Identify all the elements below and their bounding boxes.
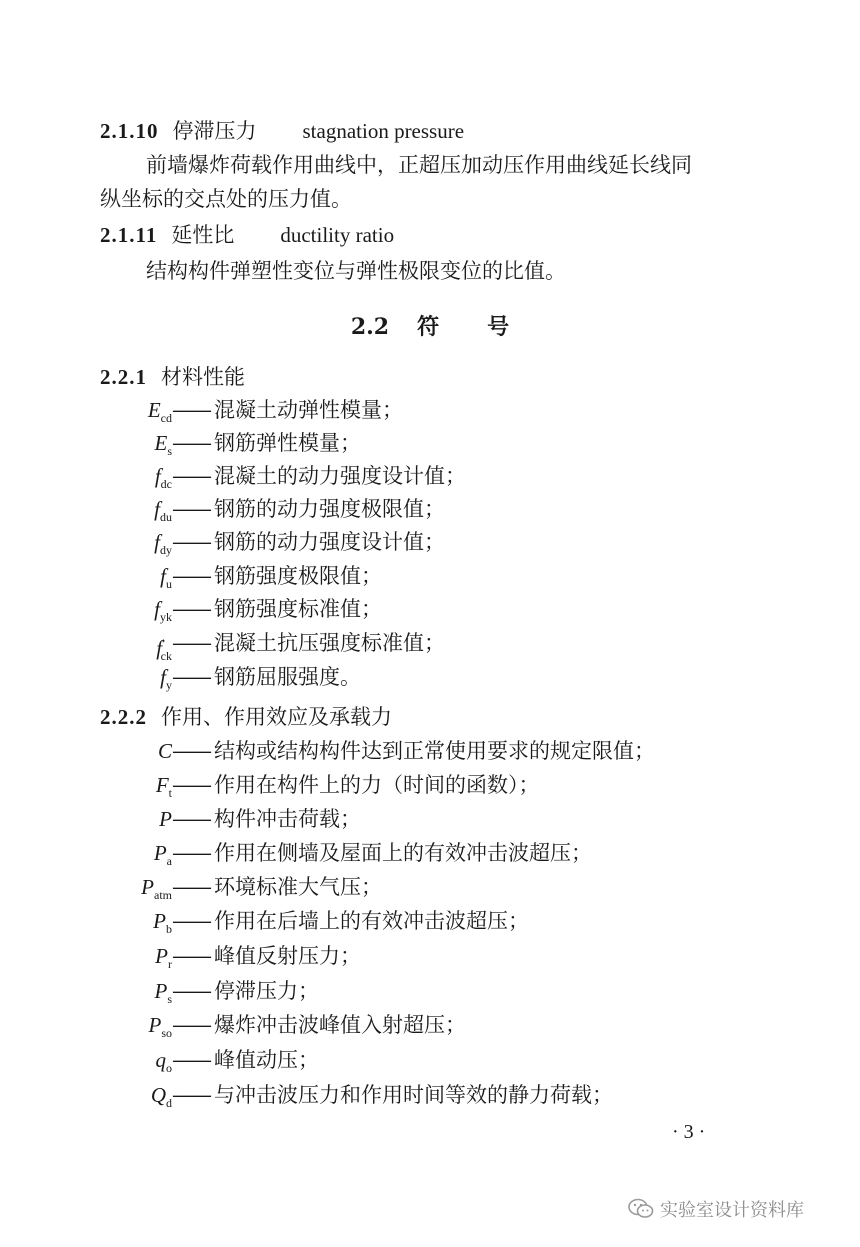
- symbol-definition: —— 峰值反射压力；: [172, 944, 361, 968]
- section-title-char: 符: [417, 314, 440, 340]
- term-definition: 前墙爆炸荷载作用曲线中，正超压加动压作用曲线延长线同: [146, 153, 692, 177]
- symbol: $f_{yk}$: [154, 597, 172, 625]
- symbol: $E_{cd}$: [147, 398, 172, 426]
- symbol-definition: —— 作用在侧墙及屋面上的有效冲击波超压；: [172, 841, 592, 865]
- symbol-definition: —— 结构或结构构件达到正常使用要求的规定限值；: [172, 739, 655, 763]
- group-heading: [100, 362, 245, 392]
- symbol-definition: —— 混凝土动弹性模量；: [172, 398, 403, 422]
- symbol: P: [159, 807, 172, 831]
- term-heading: [100, 116, 464, 146]
- section-title: [0, 312, 860, 342]
- group-number: 2.2.2: [100, 705, 147, 729]
- symbol-definition: —— 混凝土抗压强度标准值；: [172, 631, 445, 655]
- symbol: $E_s$: [154, 431, 172, 459]
- symbol: $f'_{ck}$: [156, 636, 172, 664]
- symbol-definition: —— 钢筋强度极限值；: [172, 564, 382, 588]
- symbol-definition: —— 作用在构件上的力（时间的函数）；: [172, 773, 540, 797]
- symbol-definition: —— 钢筋的动力强度极限值；: [172, 497, 445, 521]
- symbol-definition: —— 停滞压力；: [172, 979, 319, 1003]
- symbol: $F_t$: [155, 773, 172, 801]
- group-title: 材料性能: [161, 365, 245, 389]
- term-chinese: 延性比: [171, 223, 235, 247]
- symbol-definition: —— 钢筋屈服强度。: [172, 665, 361, 689]
- term-definition: 结构构件弹塑性变位与弹性极限变位的比值。: [146, 259, 566, 283]
- term-english: ductility ratio: [280, 223, 395, 247]
- symbol: $q_o$: [155, 1048, 172, 1076]
- symbol-definition: —— 与冲击波压力和作用时间等效的静力荷载；: [172, 1083, 613, 1107]
- symbol: $P_b$: [153, 909, 172, 937]
- term-heading: [100, 220, 394, 250]
- symbol-definition: —— 峰值动压；: [172, 1048, 319, 1072]
- symbol: $f_y$: [160, 665, 172, 693]
- section-number: 2.2: [350, 314, 390, 340]
- group-number: 2.2.1: [100, 365, 147, 389]
- term-number: 2.1.10: [100, 119, 159, 143]
- term-definition: 纵坐标的交点处的压力值。: [100, 187, 352, 211]
- symbol: $P_a$: [153, 841, 172, 869]
- term-english: stagnation pressure: [302, 119, 465, 143]
- page-number: · 3 ·: [672, 1121, 706, 1143]
- watermark: [628, 1196, 804, 1222]
- symbol-definition: —— 钢筋强度标准值；: [172, 597, 382, 621]
- symbol-definition: —— 钢筋弹性模量；: [172, 431, 361, 455]
- symbol: $P_r$: [155, 944, 172, 972]
- symbol-definition: —— 环境标准大气压；: [172, 875, 382, 899]
- symbol: $P_{so}$: [148, 1013, 172, 1041]
- term-chinese: 停滞压力: [172, 119, 257, 143]
- symbol: C: [157, 739, 172, 763]
- symbol: $P_{atm}$: [141, 875, 172, 903]
- watermark-text: 实验室设计资料库: [660, 1200, 804, 1221]
- symbol-definition: —— 爆炸冲击波峰值入射超压；: [172, 1013, 466, 1037]
- symbol: $f_u$: [160, 564, 172, 592]
- symbol-definition: —— 作用在后墙上的有效冲击波超压；: [172, 909, 529, 933]
- wechat-icon: [628, 1200, 660, 1221]
- symbol: $P_s$: [154, 979, 172, 1007]
- symbol-definition: —— 构件冲击荷载；: [172, 807, 361, 831]
- symbol: $Q_d$: [150, 1083, 172, 1111]
- symbol: $f_{dy}$: [154, 530, 172, 558]
- section-title-char: 号: [487, 314, 510, 340]
- term-number: 2.1.11: [100, 223, 158, 247]
- group-heading: [100, 702, 392, 732]
- symbol-definition: —— 混凝土的动力强度设计值；: [172, 464, 466, 488]
- symbol: $f_{dc}$: [154, 464, 172, 492]
- group-title: 作用、作用效应及承载力: [161, 705, 392, 729]
- symbol-definition: —— 钢筋的动力强度设计值；: [172, 530, 445, 554]
- symbol: $f_{du}$: [154, 497, 172, 525]
